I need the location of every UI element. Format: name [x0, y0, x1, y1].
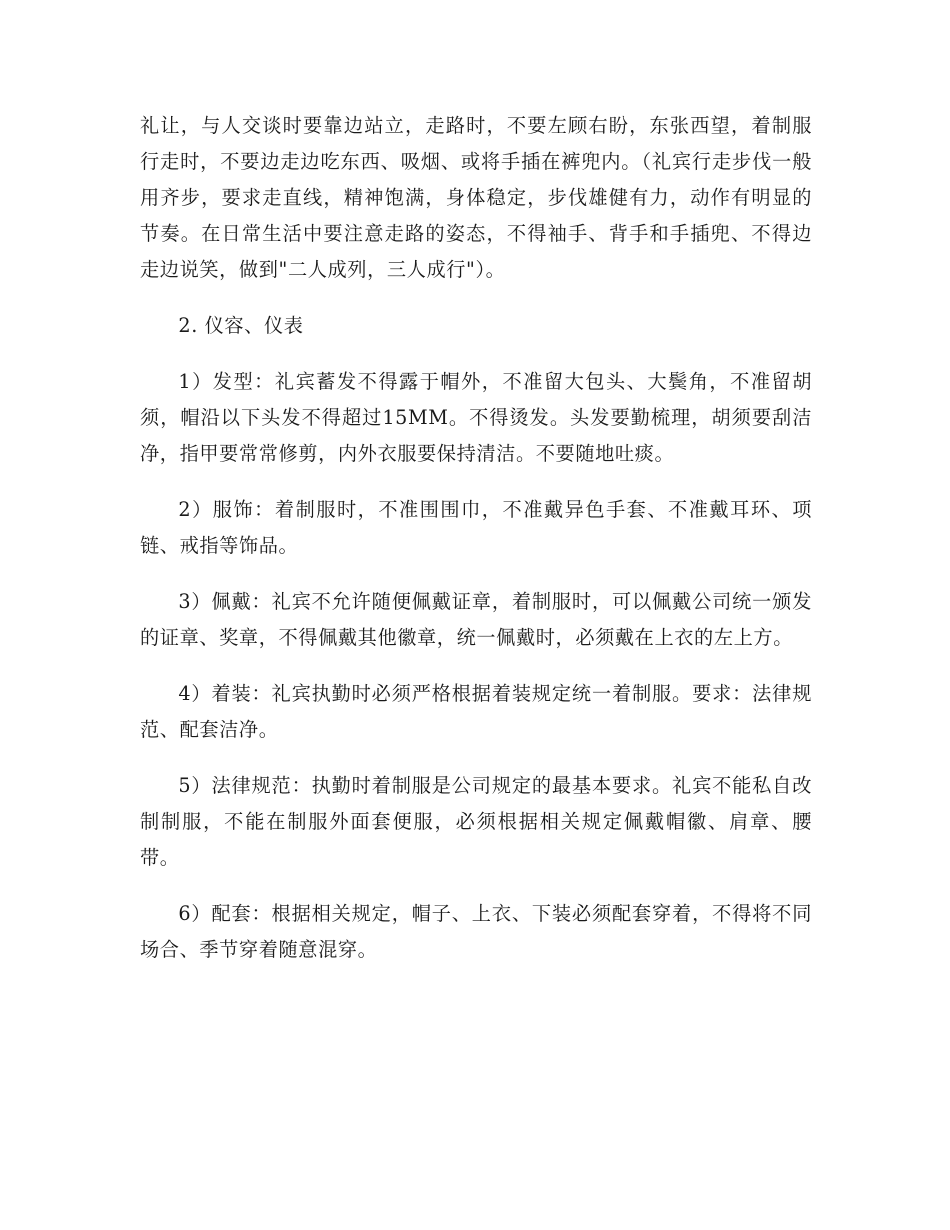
section-heading-appearance: 2. 仪容、仪表 [178, 314, 304, 337]
paragraph-hairstyle: 1）发型：礼宾蓄发不得露于帽外，不准留大包头、大鬓角，不准留胡须，帽沿以下头发不得超过15MM。不得烫发。头发要勤梳理，胡须要刮洁净，指甲要常常修剪，内外衣服要保持清洁。不要随地吐痰。 [140, 370, 812, 465]
paragraph-badges: 3）佩戴：礼宾不允许随便佩戴证章，着制服时，可以佩戴公司统一颁发的证章、奖章，不得佩戴其他徽章，统一佩戴时，必须戴在上衣的左上方。 [140, 590, 812, 649]
document-body [140, 108, 812, 988]
paragraph-walking-etiquette: 礼让，与人交谈时要靠边站立，走路时，不要左顾右盼，东张西望，着制服行走时，不要边走边吃东西、吸烟、或将手插在裤兜内。（礼宾行走步伐一般用齐步，要求走直线，精神饱满，身体稳定，步伐雄健有力，动作有明显的节奏。在日常生活中要注意走路的姿态，不得袖手、背手和手插兜、不得边走边说笑，做到"二人成列，三人成行"）。 [140, 114, 812, 281]
paragraph-accessories: 2）服饰：着制服时，不准围围巾，不准戴异色手套、不准戴耳环、项链、戒指等饰品。 [140, 498, 812, 557]
paragraph-matching: 6）配套：根据相关规定，帽子、上衣、下装必须配套穿着，不得将不同场合、季节穿着随意混穿。 [140, 902, 812, 961]
paragraph-regulations: 5）法律规范：执勤时着制服是公司规定的最基本要求。礼宾不能私自改制制服，不能在制服外面套便服，必须根据相关规定佩戴帽徽、肩章、腰带。 [140, 774, 812, 869]
paragraph-dress-code: 4）着装：礼宾执勤时必须严格根据着装规定统一着制服。要求：法律规范、配套洁净。 [140, 682, 812, 741]
